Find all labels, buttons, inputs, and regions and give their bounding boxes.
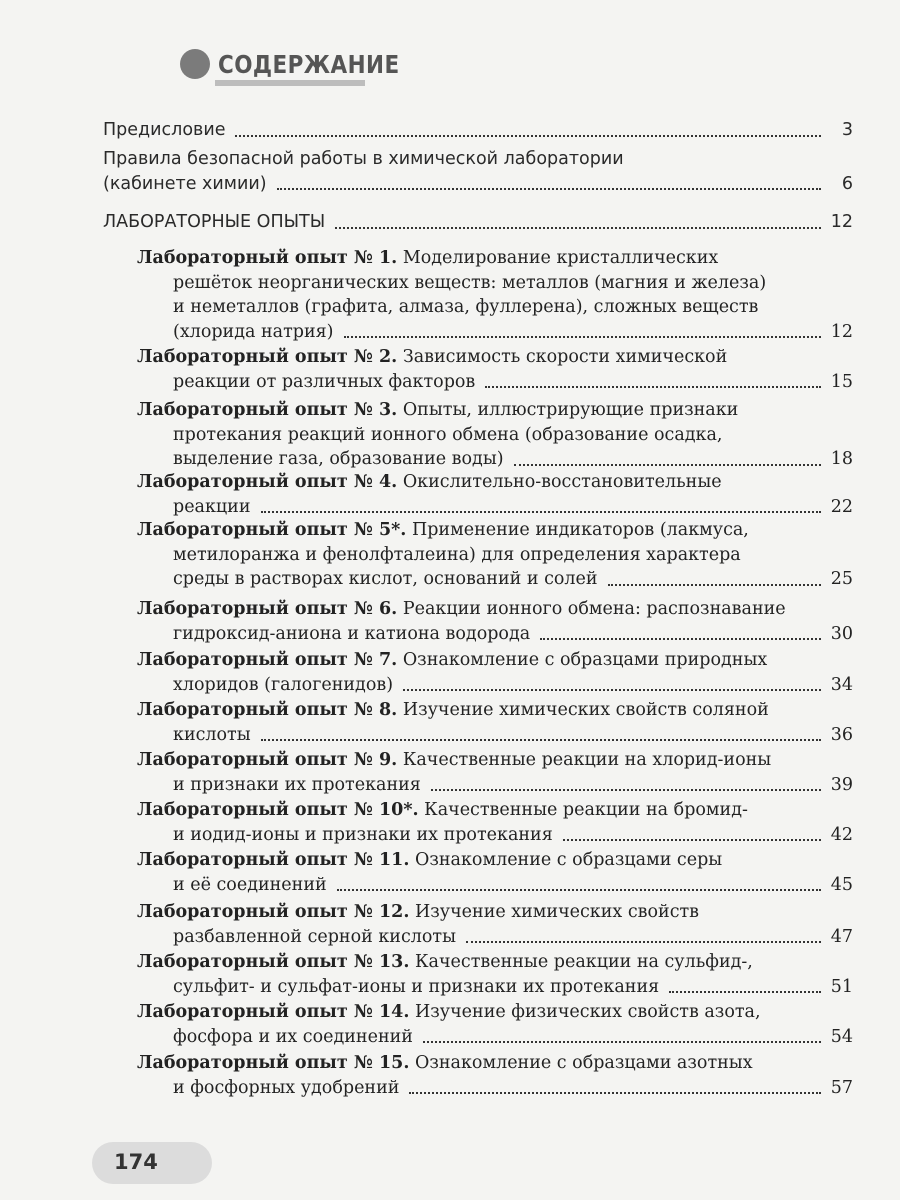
toc-entry-text: разбавленной серной кислоты [173, 926, 457, 947]
lab-label: Лабораторный опыт № 13. [137, 952, 410, 972]
toc-entry-first-line [137, 597, 853, 622]
dot-leader [277, 188, 821, 190]
lab-label: Лабораторный опыт № 8. [137, 700, 398, 720]
toc-entry-last-line [137, 447, 853, 472]
dot-leader [608, 584, 821, 586]
lab-label: Лабораторный опыт № 11. [137, 850, 410, 870]
toc-entry-first-line [137, 698, 853, 723]
toc-entry-first-line [137, 900, 853, 925]
toc-page-number: 18 [830, 449, 853, 469]
toc-entry-text: Изучение химических свойств [409, 902, 700, 922]
toc-entry [137, 1051, 853, 1100]
toc-page-number: 12 [830, 321, 853, 342]
toc-entry [103, 118, 853, 143]
toc-entry [103, 210, 853, 235]
toc-entry [137, 748, 853, 797]
toc-entry-text: Опыты, иллюстрирующие признаки [397, 400, 739, 420]
toc-entry-text: и иодид-ионы и признаки их протекания [173, 824, 553, 845]
toc-entry-text: гидроксид-аниона и катиона водорода [173, 623, 531, 644]
toc-page-number: 30 [830, 623, 853, 644]
toc-entry-first-line [137, 848, 853, 873]
toc-entry-last-line [137, 773, 853, 798]
toc-entry-text: Качественные реакции на бромид- [418, 800, 748, 820]
lab-label: Лабораторный опыт № 9. [137, 750, 398, 770]
dot-leader [335, 227, 821, 229]
lab-label: Лабораторный опыт № 7. [137, 650, 398, 670]
toc-entry-last-line [137, 1076, 853, 1101]
toc-entry [137, 398, 853, 472]
toc-entry-text: среды в растворах кислот, оснований и солей [173, 569, 598, 589]
toc-entry-last-line [137, 1025, 853, 1050]
toc-entry-last-line [137, 320, 853, 345]
toc-page-number: 22 [830, 496, 853, 517]
toc-entry [137, 597, 853, 646]
toc-entry-last-line [137, 567, 853, 592]
toc-page-number: 12 [830, 212, 853, 232]
lab-label: Лабораторный опыт № 10*. [137, 800, 419, 820]
toc-entry-line: решёток неорганических веществ: металлов (магния и железа) [173, 272, 767, 293]
toc-entry-last-line [103, 118, 853, 143]
page-title: СОДЕРЖАНИЕ [218, 49, 400, 79]
toc-entry-text: выделение газа, образование воды) [173, 449, 504, 469]
toc-entry-text: Качественные реакции на сульфид-, [409, 952, 753, 972]
dot-leader [235, 135, 821, 137]
toc-page-number: 3 [841, 120, 853, 140]
toc-entry-text: Изучение химических свойств соляной [397, 700, 769, 720]
toc-entry-text: реакции от различных факторов [173, 371, 476, 392]
lab-label: Лабораторный опыт № 15. [137, 1053, 410, 1073]
toc-entry [137, 246, 853, 344]
toc-entry-text: Применение индикаторов (лакмуса, [406, 520, 749, 540]
toc-entry-line: метилоранжа и фенолфталеина) для определения характера [173, 544, 741, 565]
toc-page-number: 45 [830, 874, 853, 895]
toc-entry [137, 648, 853, 697]
toc-entry [137, 900, 853, 949]
lab-label: Лабораторный опыт № 12. [137, 902, 410, 922]
dot-leader [540, 638, 821, 640]
dot-leader [563, 839, 821, 841]
toc-page-number: 34 [830, 674, 853, 695]
toc-entry [137, 1000, 853, 1049]
toc-entry-text: Зависимость скорости химической [397, 347, 728, 367]
toc-entry [137, 798, 853, 847]
toc-entry-line: протекания реакций ионного обмена (образование осадка, [173, 424, 723, 445]
toc-page-number: 15 [830, 371, 853, 392]
toc-entry-last-line [137, 873, 853, 898]
toc-entry-text: Реакции ионного обмена: распознавание [397, 599, 786, 619]
toc-entry [137, 698, 853, 747]
toc-entry-last-line [103, 210, 853, 235]
toc-entry-text: Изучение физических свойств азота, [409, 1002, 761, 1022]
toc-entry-first-line [137, 518, 853, 543]
dot-leader [344, 336, 821, 338]
toc-entry-text: Окислительно-восстановительные [397, 472, 722, 492]
toc-page-number: 36 [830, 724, 853, 745]
dot-leader [669, 991, 821, 993]
toc-entry-last-line [137, 370, 853, 395]
toc-entry-text: и признаки их протекания [173, 774, 421, 795]
toc-entry-first-line [137, 648, 853, 673]
dot-leader [423, 1041, 821, 1043]
toc-entry [137, 345, 853, 394]
toc-entry-first-line [137, 246, 853, 271]
lab-label: Лабораторный опыт № 6. [137, 599, 398, 619]
page-number: 174 [114, 1150, 158, 1174]
toc-entry-text: фосфора и их соединений [173, 1026, 413, 1047]
toc-page-number: 42 [830, 824, 853, 845]
toc-entry-text: (хлорида натрия) [173, 321, 334, 342]
toc-entry-text: и её соединений [173, 874, 327, 895]
toc-entry-text: и фосфорных удобрений [173, 1077, 400, 1098]
lab-label: Лабораторный опыт № 5*. [137, 520, 407, 540]
lab-label: Лабораторный опыт № 2. [137, 347, 398, 367]
toc-entry-last-line [137, 975, 853, 1000]
toc-entry-first-line [137, 748, 853, 773]
toc-entry-text: реакции [173, 496, 251, 517]
toc-entry-text: Ознакомление с образцами природных [397, 650, 768, 670]
toc-entry-text: кислоты [173, 724, 251, 745]
toc-entry [137, 518, 853, 592]
toc-entry-line: Правила безопасной работы в химической лаборатории [103, 149, 624, 169]
toc-page-number: 39 [830, 774, 853, 795]
toc-entry-first-line [137, 398, 853, 423]
toc-page-number: 25 [830, 569, 853, 589]
toc-entry-first-line [137, 798, 853, 823]
toc-entry-text: Качественные реакции на хлорид-ионы [397, 750, 772, 770]
toc-entry-text: ЛАБОРАТОРНЫЕ ОПЫТЫ [103, 212, 326, 232]
toc-entry-text: Ознакомление с образцами азотных [409, 1053, 753, 1073]
toc-page-number: 54 [830, 1026, 853, 1047]
toc-entry-text: Ознакомление с образцами серы [409, 850, 723, 870]
toc-entry-last-line [137, 622, 853, 647]
dot-leader [466, 941, 821, 943]
toc-entry-text: Моделирование кристаллических [397, 248, 719, 268]
toc-entry [137, 848, 853, 897]
dot-leader [403, 689, 821, 691]
toc-entry-first-line [137, 1000, 853, 1025]
dot-leader [337, 889, 821, 891]
toc-entry-last-line [137, 723, 853, 748]
toc-entry-first-line [137, 345, 853, 370]
lab-label: Лабораторный опыт № 3. [137, 400, 398, 420]
toc-entry-last-line [137, 823, 853, 848]
toc-entry-last-line [103, 172, 853, 197]
dot-leader [514, 464, 821, 466]
toc-entry-first-line [137, 1051, 853, 1076]
toc-entry [137, 950, 853, 999]
lab-label: Лабораторный опыт № 4. [137, 472, 398, 492]
dot-leader [431, 789, 821, 791]
toc-page-number: 47 [830, 926, 853, 947]
toc-entry-text: хлоридов (галогенидов) [173, 674, 394, 695]
lab-label: Лабораторный опыт № 1. [137, 248, 398, 268]
toc-entry-last-line [137, 495, 853, 520]
dot-leader [485, 386, 820, 388]
toc-page-number: 51 [830, 976, 853, 997]
toc-entry-last-line [137, 673, 853, 698]
toc-page-number: 57 [830, 1077, 853, 1098]
toc-entry-first-line [137, 950, 853, 975]
toc-entry [137, 470, 853, 519]
toc-entry [103, 147, 853, 196]
toc-entry-line: и неметаллов (графита, алмаза, фуллерена), сложных веществ [173, 297, 759, 317]
toc-entry-text: Предисловие [103, 120, 226, 140]
toc-entry-last-line [137, 925, 853, 950]
toc-page-number: 6 [841, 173, 853, 194]
dot-leader [261, 739, 821, 741]
toc-entry-text: сульфит- и сульфат-ионы и признаки их протекания [173, 976, 660, 997]
dot-leader [261, 511, 821, 513]
dot-leader [409, 1092, 820, 1094]
toc-entry-text: (кабинете химии) [103, 173, 267, 194]
toc-entry-first-line [137, 470, 853, 495]
lab-label: Лабораторный опыт № 14. [137, 1002, 410, 1022]
